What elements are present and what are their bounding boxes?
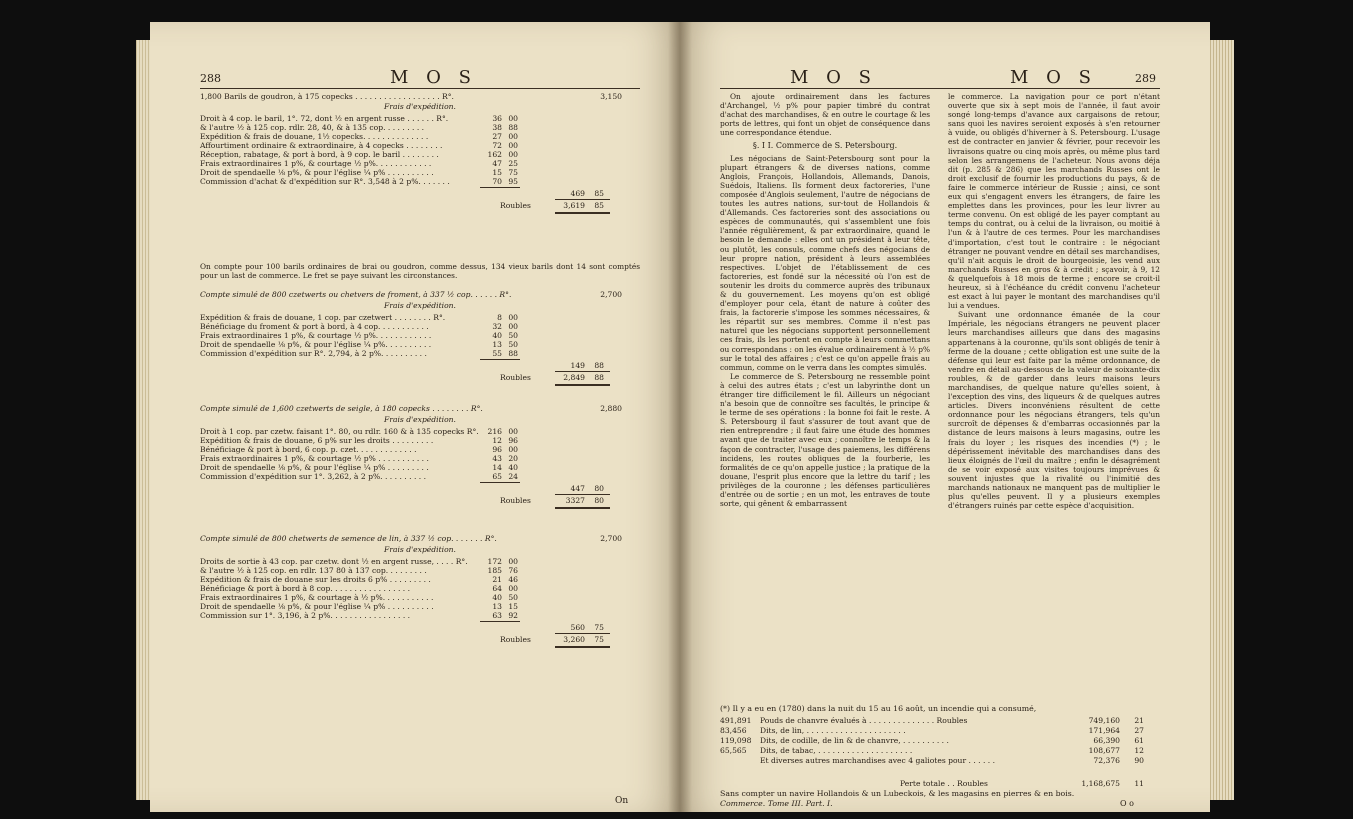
block-heading: Frais d'expédition. (384, 415, 456, 424)
ledger-line: Frais extraordinaires 1 p%, & courtage à ½ p%. . . . . . . . . . . (200, 593, 434, 602)
catchword: On (615, 796, 629, 806)
total-rule (555, 199, 610, 200)
block-total: 2,849 (563, 373, 585, 382)
block-total: 3327 (565, 496, 585, 505)
ledger-cents: 20 (508, 454, 518, 463)
footnote-amount: 66,390 (1093, 736, 1120, 745)
block-title-amount: 2,880 (600, 404, 622, 413)
ledger-cents: 88 (508, 349, 518, 358)
ledger-line: Droit à 4 cop. le baril, 1°. 72, dont ½ en argent russe . . . . . . R°. (200, 114, 449, 123)
block-total-cents: 75 (594, 635, 604, 644)
ledger-line: Expédition & frais de douane sur les droits 6 p% . . . . . . . . . (200, 575, 431, 584)
ledger-cents: 76 (508, 566, 518, 575)
ledger-amount: 13 (492, 602, 502, 611)
col1-paragraph: On ajoute ordinairement dans les factures d'Archangel, ½ p% pour papier timbré du contrat d'achat des marchandises, & en outre le courtage & les ports de lettres, qui font un objet de conséquence dans une correspondance étendue. (720, 92, 930, 138)
block-subtotal: 149 (570, 361, 585, 370)
ledger-line: Expédition & frais de douane, 6 p% sur les droits . . . . . . . . . (200, 436, 434, 445)
footnote-amount: 72,376 (1093, 756, 1120, 765)
ledger-amount: 64 (492, 584, 502, 593)
block-heading: Frais d'expédition. (384, 545, 456, 554)
footnote-label: Dits, de tabac, . . . . . . . . . . . . . . . . . . . . (760, 746, 913, 755)
ledger-cents: 00 (508, 427, 518, 436)
ledger-amount: 13 (492, 340, 502, 349)
ledger-cents: 75 (508, 168, 518, 177)
book-gutter (668, 22, 692, 812)
footnote-qty: 65,565 (720, 746, 747, 755)
block-total-label: Roubles (500, 635, 531, 644)
footnote-amount: 171,964 (1088, 726, 1120, 735)
section-heading: §. I I. Commerce de S. Petersbourg. (752, 141, 898, 151)
page-edges-left (136, 40, 150, 800)
footnote-outro: Sans compter un navire Hollandois & un Lubeckois, & les magasins en pierres & en bois. (720, 789, 1075, 798)
ledger-amount: 172 (487, 557, 502, 566)
total-rule (555, 371, 610, 372)
ledger-amount: 14 (492, 463, 502, 472)
ledger-line: & l'autre ½ à 125 cop. rdlr. 28, 40, & à 135 cop. . . . . . . . . (200, 123, 425, 132)
block-title-amount: 2,700 (600, 534, 622, 543)
ledger-line: Droits de sortie à 43 cop. par czetw. dont ½ en argent russe, . . . . R°. (200, 557, 468, 566)
ledger-line: Réception, rabatage, & port à bord, à 9 cop. le baril . . . . . . . . (200, 150, 439, 159)
block-heading: Frais d'expédition. (384, 301, 456, 310)
ledger-line: Droit à 1 cop. par czetw. faisant 1°. 80, ou rdlr. 160 & à 135 copecks R°. (200, 427, 479, 436)
ledger-line: Droit de spendaelle ⅛ p%, & pour l'église ¼ p% . . . . . . . . . . (200, 602, 434, 611)
ledger-line: Frais extraordinaires 1 p%, & courtage ½ p% . . . . . . . . . . . (200, 454, 429, 463)
footnote-label: Dits, de codille, de lin & de chanvre, . . . . . . . . . . (760, 736, 949, 745)
ledger-cents: 15 (508, 602, 518, 611)
opening-amount: 3,150 (600, 92, 622, 101)
ledger-amount: 40 (492, 331, 502, 340)
footnote-total-cents: 11 (1134, 779, 1144, 788)
ledger-line: Bénéficiage & port à bord, 6 cop. p. czet. . . . . . . . . . . . . (200, 445, 417, 454)
ledger-amount: 36 (492, 114, 502, 123)
ledger-amount: 72 (492, 141, 502, 150)
subtotal-rule (480, 482, 520, 483)
ledger-cents: 25 (508, 159, 518, 168)
block1-heading: Frais d'expédition. (384, 102, 456, 111)
ledger-cents: 92 (508, 611, 518, 620)
footnote-label: Dits, de lin, . . . . . . . . . . . . . . . . . . . . . (760, 726, 906, 735)
ledger-line: Commission d'expédition sur R°. 2,794, à 2 p%. . . . . . . . . . (200, 349, 427, 358)
ledger-line: Bénéficiage du froment & port à bord, à 4 cop. . . . . . . . . . . (200, 322, 429, 331)
ledger-amount: 70 (492, 177, 502, 186)
header-rule (200, 88, 640, 89)
footnote-qty: 83,456 (720, 726, 747, 735)
subtotal-rule (480, 621, 520, 622)
ledger-cents: 50 (508, 593, 518, 602)
footnote-cents: 90 (1134, 756, 1144, 765)
footnote-qty: 491,891 (720, 716, 752, 725)
block-subtotal-cents: 85 (594, 189, 604, 198)
signature-line: Commerce. Tome III. Part. I. (720, 799, 833, 808)
footnote-total: 1,168,675 (1081, 779, 1120, 788)
ledger-cents: 00 (508, 584, 518, 593)
ledger-line: Droit de spendaelle ⅛ p%, & pour l'église ¼ p% . . . . . . . . . (200, 463, 429, 472)
col1-paragraph: Le commerce de S. Petersbourg ne ressemble point à celui des autres états ; c'est un labyrinthe dont un étranger tire difficilement le fil. Ailleurs un négociant n'a besoin que de connoître ses facultés, le principe & le terme de ses opérations : la bonne foi fait le reste. A S. Petersbourg il faut s'assurer de tout avant que de rien entreprendre ; il faut faire une étude des hommes avant que de traiter avec eux ; connoître le temps & la façon de contracter, l'usage des paiemens, les différens incidens, les routes obliques de la fourberie, les formalités de ce qu'on appelle justice ; la pratique de la douane, l'esprit plus encore que la lettre du tarif ; les privilèges de la couronne ; les défenses particulières d'entrée ou de sortie ; en un mot, les entraves de toute sorte, qui gênent & embarrassent (720, 371, 930, 509)
ledger-amount: 21 (492, 575, 502, 584)
right-page-number: 289 (1135, 72, 1156, 85)
ledger-amount: 96 (492, 445, 502, 454)
ledger-cents: 00 (508, 313, 518, 322)
block-subtotal-cents: 80 (594, 484, 604, 493)
footnote-amount: 749,160 (1088, 716, 1120, 725)
ledger-line: Droit de spendaelle ⅛ p%, & pour l'église ¼ p% . . . . . . . . . . (200, 168, 434, 177)
right-running-title-b: M O S (1010, 67, 1097, 88)
column-1 (720, 92, 930, 508)
block-total-cents: 85 (594, 201, 604, 210)
ledger-line: Frais extraordinaires 1 p%, & courtage ½ p%. . . . . . . . . . . . (200, 159, 432, 168)
total-double-rule (555, 646, 610, 648)
footnote-total-label: Perte totale . . Roubles (900, 779, 988, 788)
ledger-cents: 00 (508, 150, 518, 159)
ledger-cents: 46 (508, 575, 518, 584)
ledger-line: Expédition & frais de douane, 1 cop. par czetwert . . . . . . . . R°. (200, 313, 446, 322)
ledger-amount: 15 (492, 168, 502, 177)
ledger-cents: 00 (508, 445, 518, 454)
ledger-line: Frais extraordinaires 1 p%, & courtage ½ p%. . . . . . . . . . . . (200, 331, 432, 340)
total-rule (555, 494, 610, 495)
ledger-amount: 40 (492, 593, 502, 602)
ledger-amount: 47 (492, 159, 502, 168)
ledger-cents: 24 (508, 472, 518, 481)
page-edges-right (1208, 40, 1234, 800)
footnote-qty: 119,098 (720, 736, 752, 745)
ledger-cents: 00 (508, 141, 518, 150)
ledger-cents: 00 (508, 322, 518, 331)
ledger-amount: 12 (492, 436, 502, 445)
ledger-line: & l'autre ½ à 125 cop. en rdlr. 137 80 à 137 cop. . . . . . . . . (200, 566, 427, 575)
ledger-cents: 40 (508, 463, 518, 472)
ledger-amount: 216 (487, 427, 502, 436)
ledger-cents: 00 (508, 557, 518, 566)
opening-line: 1,800 Barils de goudron, à 175 copecks . . . . . . . . . . . . . . . . . . R°. (200, 92, 454, 101)
total-double-rule (555, 384, 610, 386)
ledger-cents: 50 (508, 331, 518, 340)
subtotal-rule (480, 187, 520, 188)
total-double-rule (555, 507, 610, 509)
block-title: Compte simulé de 800 czetwerts ou chetvers de froment, à 337 ½ cop. . . . . . R°. (200, 290, 512, 299)
footnote-cents: 21 (1134, 716, 1144, 725)
block-subtotal-cents: 88 (594, 361, 604, 370)
ledger-cents: 96 (508, 436, 518, 445)
block-total-label: Roubles (500, 373, 531, 382)
ledger-cents: 95 (508, 177, 518, 186)
ledger-amount: 63 (492, 611, 502, 620)
ledger-line: Commission d'expédition sur 1°. 3,262, à 2 p%. . . . . . . . . . (200, 472, 427, 481)
ledger-cents: 50 (508, 340, 518, 349)
footnote-amount: 108,677 (1088, 746, 1120, 755)
footnote-cents: 12 (1134, 746, 1144, 755)
ledger-line: Commission sur 1°. 3,196, à 2 p%. . . . . . . . . . . . . . . . . (200, 611, 411, 620)
footnote-intro: (*) Il y a eu en (1780) dans la nuit du 15 au 16 août, un incendie qui a consumé, (720, 704, 1037, 713)
ledger-line: Droit de spendaelle ⅛ p%, & pour l'église ¼ p%. . . . . . . . . . (200, 340, 432, 349)
ledger-line: Expédition & frais de douane, 1½ copecks. . . . . . . . . . . . . . (200, 132, 429, 141)
col2-paragraph: Suivant une ordonnance émanée de la cour Impériale, les négocians étrangers ne peuvent placer leurs marchandises ailleurs que dans des magasins appartenans à la couronne, qu'ils sont obligés de tenir à ferme de la douane ; cette obligation est une suite de la défense qui leur est faite par la même ordonnance, de vendre en détail au-dessous de la valeur de soixante-dix roubles, & de garder dans leurs maisons leurs marchandises, de quelque nature qu'elles soient, à l'exception des vins, des liqueurs & de quelques autres articles. Divers inconvéniens résultent de cette ordonnance pour les négocians étrangers, tels qu'un surcroît de dépenses & d'embarras occasionnés par la distance de leurs maisons à leurs magasins, outre les frais du loyer ; les risques des incendies (*) ; le dépérissement inévitable des marchandises dans des lieux éloignés de l'œil du maître ; enfin le désagrément de se voir exposé aux visites toujours imprévues & souvent injustes que la rivalité ou l'inimitié des marchands nationaux ne manquent pas de multiplier le plus qu'elles peuvent. Il y a plusieurs exemples d'étrangers ruinés par cette espèce d'acquisition. (948, 310, 1160, 511)
block-total-cents: 80 (594, 496, 604, 505)
block-title: Compte simulé de 1,600 czetwerts de seigle, à 180 copecks . . . . . . . . R°. (200, 404, 483, 413)
ledger-amount: 162 (487, 150, 502, 159)
header-rule-right (720, 88, 1160, 89)
ledger-amount: 65 (492, 472, 502, 481)
block-title: Compte simulé de 800 chetwerts de semence de lin, à 337 ½ cop. . . . . . . R°. (200, 534, 497, 543)
block-total: 3,260 (563, 635, 585, 644)
block-total: 3,619 (563, 201, 585, 210)
ledger-amount: 8 (497, 313, 502, 322)
ledger-cents: 00 (508, 114, 518, 123)
right-running-title-a: M O S (790, 67, 877, 88)
ledger-cents: 00 (508, 132, 518, 141)
ledger-cents: 88 (508, 123, 518, 132)
block-subtotal: 469 (570, 189, 585, 198)
left-running-title: M O S (390, 67, 477, 88)
ledger-amount: 38 (492, 123, 502, 132)
footnote-label: Pouds de chanvre évalués à . . . . . . . . . . . . . . Roubles (760, 716, 968, 725)
footnote-cents: 27 (1134, 726, 1144, 735)
ledger-amount: 27 (492, 132, 502, 141)
left-page (150, 22, 680, 812)
col1-paragraph: Les négocians de Saint-Petersbourg sont pour la plupart étrangers & de diverses nations, comme Anglois, François, Hollandois, Allemands, Danois, Suédois, Italiens. Ils forment deux factoreries, l'une composée d'Anglois seulement, l'autre de négocians de toutes les autres nations, sur-tout de Hollandois & d'Allemands. Ces factoreries sont des associations ou espèces de communautés, qui s'assemblent une fois l'année régulièrement, & par extraordinaire, quand le besoin le demande : elles ont un président à leur tête, ou plutôt, les consuls, comme chefs des négocians de leur propre nation, président à leurs assemblées respectives. L'objet de l'établissement de ces factoreries, est fondé sur la nécessité où l'on est de soutenir les droits du commerce auprès des tribunaux & du gouvernement. Les moyens qu'on est obligé d'employer pour cela, étant de nature à coûter des frais, la factorerie s'impose les sommes nécessaires, & les répartit sur ses membres. Comme il n'est pas naturel que les négocians supportent personnellement ces frais, ils les portent en compte à leurs commettans ou correspondans : on les évalue ordinairement à ½ p% sur le total des affaires ; c'est ce qu'on appelle frais au commun, comme on le verra dans les comptes simulés. (720, 153, 930, 372)
ledger-amount: 185 (487, 566, 502, 575)
open-book (150, 22, 1210, 812)
ledger-amount: 43 (492, 454, 502, 463)
subtotal-rule (480, 359, 520, 360)
signature-mark: O o (1120, 799, 1134, 808)
block-total-label: Roubles (500, 201, 531, 210)
right-page (680, 22, 1210, 812)
block-title-amount: 2,700 (600, 290, 622, 299)
footnote-label: Et diverses autres marchandises avec 4 galiotes pour . . . . . . (760, 756, 996, 765)
ledger-amount: 32 (492, 322, 502, 331)
note1: On compte pour 100 barils ordinaires de brai ou goudron, comme dessus, 134 vieux barils dont 14 sont comptés pour un last de commerce. Le fret se paye suivant les circonstances. (200, 262, 640, 281)
ledger-line: Commission d'achat & d'expédition sur R°. 3,548 à 2 p%. . . . . . . (200, 177, 450, 186)
block-subtotal: 447 (570, 484, 585, 493)
ledger-amount: 55 (492, 349, 502, 358)
total-rule (555, 633, 610, 634)
col2-paragraph: le commerce. La navigation pour ce port n'étant ouverte que six à sept mois de l'année, il faut avoir songé long-temps d'avance aux cargaisons de retour, sans quoi les navires seroient exposés à s'en retourner à vuide, ou obligés d'hiverner à S. Petersbourg. L'usage est de contracter en janvier & février, pour recevoir les livraisons quatre ou cinq mois après, ou même plus tard selon les arrangemens de l'acheteur. Nous avons déja dit (p. 285 & 286) que les marchands Russes ont le droit exclusif de fournir les productions du pays, & de faire le commerce intérieur de Russie ; ainsi, ce sont eux qui s'engagent envers les étrangers, de faire les emplettes dans les provinces, pour les leur livrer au terme convenu. On est obligé de les payer comptant au temps du contrat, ou à celui de la livraison, ou moitié à l'un & à l'autre de ces termes. Pour les marchandises d'importation, c'est tout le contraire : le négociant étranger ne pouvant vendre en détail ses marchandises, qu'il n'ait acquis le droit de bourgeoisie, les vend aux marchands Russes en gros & à crédit ; sçavoir, à 9, 12 & quelquefois à 18 mois de terme ; encore se croit-il heureux, si à l'échéance du crédit convenu l'acheteur est exact à lui payer le montant des marchandises qu'il lui a vendues. (948, 92, 1160, 311)
block-total-label: Roubles (500, 496, 531, 505)
block-subtotal-cents: 75 (594, 623, 604, 632)
footnote-cents: 61 (1134, 736, 1144, 745)
block-subtotal: 560 (570, 623, 585, 632)
left-page-number: 288 (200, 72, 221, 85)
ledger-line: Affourtiment ordinaire & extraordinaire, à 4 copecks . . . . . . . . (200, 141, 443, 150)
block-total-cents: 88 (594, 373, 604, 382)
column-2 (948, 92, 1160, 510)
total-double-rule (555, 212, 610, 214)
ledger-line: Bénéficiage & port à bord à 8 cop. . . . . . . . . . . . . . . . . (200, 584, 411, 593)
